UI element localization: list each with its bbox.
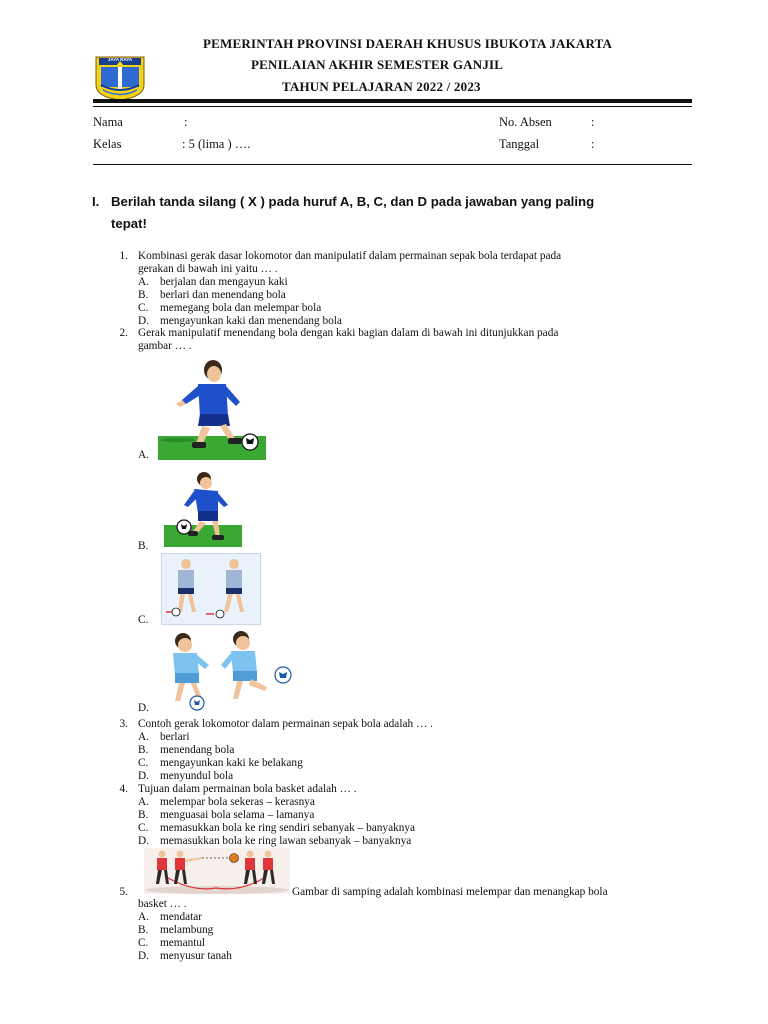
option-letter[interactable]: A. [138,911,149,923]
option-letter[interactable]: C. [138,614,149,626]
question-text: Kombinasi gerak dasar lokomotor dan manipulatif dalam permainan sepak bola terdapat pada [138,250,562,262]
option-letter[interactable]: A. [138,276,149,288]
picture-option-a [158,356,266,460]
option-letter[interactable]: C. [138,757,149,769]
jakarta-logo [93,55,147,101]
option-letter[interactable]: D. [138,770,149,782]
option-letter[interactable]: D. [138,835,149,847]
question-number: 1. [119,250,128,262]
picture-option-d [163,627,299,713]
question-text: Gerak manipulatif menendang bola dengan kaki bagian dalam di bawah ini ditunjukkan pada [138,327,559,339]
option-text: berjalan dan mengayun kaki [160,276,288,288]
tanggal-field[interactable]: : [591,137,595,151]
kelas-label: Kelas [93,137,122,151]
nama-label: Nama [93,115,123,129]
identity-rule [93,164,692,165]
option-text: menguasai bola selama – lamanya [160,809,315,821]
tanggal-label: Tanggal [499,137,540,151]
absen-field[interactable]: : [591,115,595,129]
option-text: melempar bola sekeras – kerasnya [160,796,315,808]
question-text: Gambar di samping adalah kombinasi melempar dan menangkap bola [292,886,608,898]
option-text: memasukkan bola ke ring sendiri sebanyak – banyaknya [160,822,416,834]
question-number: 2. [119,327,128,339]
logo-text: JAYA RAYA [107,57,133,62]
option-text: mengayunkan kaki dan menendang bola [160,315,342,327]
option-letter[interactable]: B. [138,924,149,936]
option-letter[interactable]: A. [138,449,149,461]
question-number: 3. [119,718,128,730]
option-text: menyusur tanah [160,950,232,962]
question-text-cont: basket … . [138,898,187,910]
option-text: berlari dan menendang bola [160,289,286,301]
option-text: memegang bola dan melempar bola [160,302,322,314]
option-text: memantul [160,937,206,949]
option-text: menendang bola [160,744,235,756]
kelas-field[interactable]: : 5 (lima ) …. [182,137,251,151]
question-text: Tujuan dalam permainan bola basket adalah … . [138,783,357,795]
option-text: memasukkan bola ke ring lawan sebanyak – banyaknya [160,835,412,847]
option-letter[interactable]: C. [138,302,149,314]
option-letter[interactable]: C. [138,937,149,949]
header-exam-title: PENILAIAN AKHIR SEMESTER GANJIL [251,57,504,72]
question-number: 5. [119,886,128,898]
question-text-cont: gerakan di bawah ini yaitu … . [138,263,278,275]
header-rule-thin [93,106,692,107]
option-letter[interactable]: B. [138,540,149,552]
header-government: PEMERINTAH PROVINSI DAERAH KHUSUS IBUKOTA JAKARTA [203,36,613,51]
option-letter[interactable]: D. [138,315,149,327]
section-instruction-line1: Berilah tanda silang ( X ) pada huruf A, B, C, dan D pada jawaban yang paling [111,194,595,209]
basketball-pass-picture [144,848,290,894]
header-academic-year: TAHUN PELAJARAN 2022 / 2023 [282,79,481,94]
nama-field[interactable]: : [184,115,188,129]
option-letter[interactable]: D. [138,950,149,962]
option-text: menyundul bola [160,770,234,782]
option-letter[interactable]: A. [138,731,149,743]
picture-option-c [161,553,261,625]
option-letter[interactable]: B. [138,809,149,821]
absen-label: No. Absen [499,115,552,129]
option-text: mendatar [160,911,203,923]
section-numeral: I. [92,194,100,209]
picture-option-b [164,469,242,547]
option-text: melambung [160,924,214,936]
option-letter[interactable]: C. [138,822,149,834]
question-text-cont: gambar … . [138,340,192,352]
question-number: 4. [119,783,128,795]
section-instruction-line2: tepat! [111,216,147,231]
option-text: berlari [160,731,190,743]
option-letter[interactable]: B. [138,289,149,301]
option-text: mengayunkan kaki ke belakang [160,757,303,769]
header-rule-thick [93,99,692,103]
option-letter[interactable]: B. [138,744,149,756]
question-text: Contoh gerak lokomotor dalam permainan sepak bola adalah … . [138,718,433,730]
option-letter[interactable]: A. [138,796,149,808]
option-letter[interactable]: D. [138,702,149,714]
